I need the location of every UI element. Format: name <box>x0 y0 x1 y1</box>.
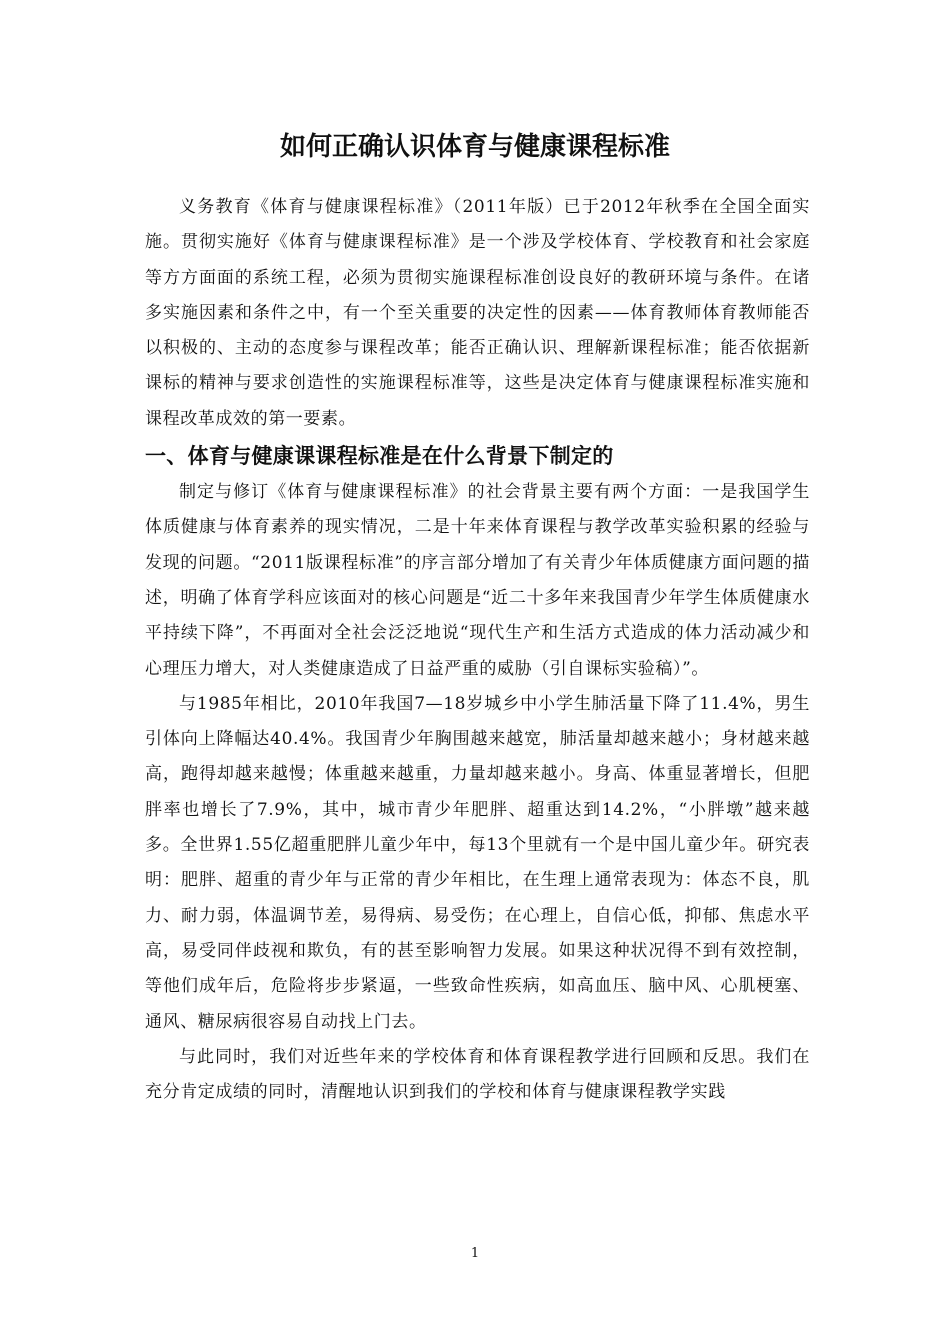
section-heading: 一、体育与健康课课程标准是在什么背景下制定的 <box>145 444 614 469</box>
body-paragraph: 与1985年相比，2010年我国7—18岁城乡中小学生肺活量下降了11.4%，男生引体向上降幅达40.4%。我国青少年胸围越来越宽，肺活量却越来越小；身材越来越高，跑得却越来越慢；体重越来越重，力量却越来越小。身高、体重显著增长，但肥胖率也增长了7.9%，其中，城市青少年肥胖、超重达到14.2%，“小胖墩”越来越多。全世界1.55亿超重肥胖儿童少年中，每13个里就有一个是中国儿童少年。研究表明：肥胖、超重的青少年与正常的青少年相比，在生理上通常表现为：体态不良，肌力、耐力弱，体温调节差，易得病、易受伤；在心理上，自信心低，抑郁、焦虑水平高，易受同伴歧视和欺负，有的甚至影响智力发展。如果这种状况得不到有效控制，等他们成年后，危险将步步紧逼，一些致命性疾病，如高血压、脑中风、心肌梗塞、通风、糖尿病很容易自动找上门去。 <box>145 693 810 1032</box>
document-body <box>145 190 810 1110</box>
document-title: 如何正确认识体育与健康课程标准 <box>279 132 670 162</box>
body-paragraph: 制定与修订《体育与健康课程标准》的社会背景主要有两个方面：一是我国学生体质健康与体育素养的现实情况，二是十年来体育课程与教学改革实验积累的经验与发现的问题。“2011版课程标准”的序言部分增加了有关青少年体质健康方面问题的描述，明确了体育学科应该面对的核心问题是“近二十多年来我国青少年学生体质健康水平持续下降”，不再面对全社会泛泛地说“现代生产和生活方式造成的体力活动减少和心理压力增大，对人类健康造成了日益严重的威胁（引自课标实验稿）”。 <box>145 482 810 679</box>
intro-paragraph: 义务教育《体育与健康课程标准》（2011年版）已于2012年秋季在全国全面实施。贯彻实施好《体育与健康课程标准》是一个涉及学校体育、学校教育和社会家庭等方方面面的系统工程，必须为贯彻实施课程标准创设良好的教研环境与条件。在诸多实施因素和条件之中，有一个至关重要的决定性的因素——体育教师体育教师能否以积极的、主动的态度参与课程改革；能否正确认识、理解新课程标准；能否依据新课标的精神与要求创造性的实施课程标准等，这些是决定体育与健康课程标准实施和课程改革成效的第一要素。 <box>145 197 810 429</box>
body-paragraph: 与此同时，我们对近些年来的学校体育和体育课程教学进行回顾和反思。我们在充分肯定成绩的同时，清醒地认识到我们的学校和体育与健康课程教学实践 <box>145 1046 810 1103</box>
page-number: 1 <box>470 1246 480 1261</box>
